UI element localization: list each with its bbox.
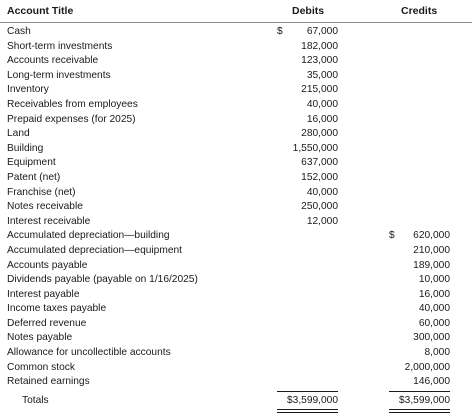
debit-amount: 16,000 <box>306 113 338 125</box>
trial-balance-rows <box>0 25 472 390</box>
account-name: Franchise (net) <box>7 186 76 198</box>
table-row <box>0 54 472 69</box>
account-name: Short-term investments <box>7 40 113 52</box>
table-row <box>0 259 472 274</box>
debit-amount: 280,000 <box>301 128 338 140</box>
account-name: Deferred revenue <box>7 317 87 329</box>
account-name: Retained earnings <box>7 376 90 388</box>
table-row <box>0 156 472 171</box>
debit-currency-sign: $ <box>277 26 283 37</box>
credit-amount: 60,000 <box>418 317 450 329</box>
table-row <box>0 346 472 361</box>
account-title-header: Account Title <box>7 5 74 17</box>
account-name: Notes receivable <box>7 201 83 213</box>
table-header <box>0 0 472 23</box>
credits-double-rule <box>389 409 450 413</box>
table-row <box>0 288 472 303</box>
credit-amount: 40,000 <box>418 303 450 315</box>
account-name: Cash <box>7 26 31 37</box>
table-row <box>0 142 472 157</box>
table-row <box>0 244 472 259</box>
table-row <box>0 273 472 288</box>
table-row <box>0 127 472 142</box>
table-row <box>0 113 472 128</box>
debit-amount: 12,000 <box>306 215 338 227</box>
credit-amount: 16,000 <box>418 288 450 300</box>
table-row <box>0 375 472 390</box>
account-name: Prepaid expenses (for 2025) <box>7 113 136 125</box>
debits-header: Debits <box>292 5 325 17</box>
account-name: Notes payable <box>7 332 73 344</box>
credit-amount: 210,000 <box>413 244 450 256</box>
account-name: Interest payable <box>7 288 80 300</box>
debit-amount: 637,000 <box>301 157 338 169</box>
table-row <box>0 317 472 332</box>
credit-amount: 8,000 <box>424 347 450 359</box>
credit-amount: 300,000 <box>413 332 450 344</box>
account-name: Accounts receivable <box>7 55 99 67</box>
table-row <box>0 229 472 244</box>
credits-total-rule <box>389 391 450 392</box>
debit-amount: 250,000 <box>301 201 338 213</box>
debit-amount: 40,000 <box>306 186 338 198</box>
credit-currency-sign: $ <box>389 230 395 242</box>
debit-amount: 123,000 <box>301 55 338 67</box>
account-name: Allowance for uncollectible accounts <box>7 347 171 359</box>
account-name: Inventory <box>7 84 49 96</box>
debits-total-rule <box>277 391 338 392</box>
debit-amount: 1,550,000 <box>292 142 338 154</box>
account-name: Accumulated depreciation—building <box>7 230 170 242</box>
credit-amount: 189,000 <box>413 259 450 271</box>
account-name: Receivables from employees <box>7 98 138 110</box>
debit-amount: 215,000 <box>301 84 338 96</box>
totals-label: Totals <box>22 395 49 406</box>
table-row <box>0 361 472 376</box>
account-name: Interest receivable <box>7 215 91 227</box>
credit-amount: 10,000 <box>418 274 450 286</box>
table-row <box>0 215 472 230</box>
table-row <box>0 200 472 215</box>
credit-amount: 2,000,000 <box>404 361 450 373</box>
debits-double-rule <box>277 409 338 413</box>
account-name: Patent (net) <box>7 171 61 183</box>
credit-amount: 146,000 <box>413 376 450 388</box>
account-name: Equipment <box>7 157 56 169</box>
table-row <box>0 98 472 113</box>
account-name: Income taxes payable <box>7 303 107 315</box>
table-row <box>0 83 472 98</box>
totals-row <box>0 393 472 409</box>
debits-total: $3,599,000 <box>287 395 338 406</box>
debit-amount: 67,000 <box>306 26 338 37</box>
table-row <box>0 25 472 40</box>
debit-amount: 182,000 <box>301 40 338 52</box>
debit-amount: 152,000 <box>301 171 338 183</box>
account-name: Building <box>7 142 44 154</box>
credits-header: Credits <box>401 5 438 17</box>
debit-amount: 35,000 <box>306 69 338 81</box>
credit-amount: 620,000 <box>413 230 450 242</box>
table-row <box>0 186 472 201</box>
account-name: Dividends payable (payable on 1/16/2025) <box>7 274 198 286</box>
table-row <box>0 331 472 346</box>
table-row <box>0 40 472 55</box>
account-name: Accounts payable <box>7 259 88 271</box>
debit-amount: 40,000 <box>306 98 338 110</box>
account-name: Accumulated depreciation—equipment <box>7 244 182 256</box>
credits-total: $3,599,000 <box>399 395 450 406</box>
account-name: Long-term investments <box>7 69 111 81</box>
table-row <box>0 302 472 317</box>
account-name: Land <box>7 128 30 140</box>
account-name: Common stock <box>7 361 75 373</box>
table-row <box>0 171 472 186</box>
table-row <box>0 69 472 84</box>
